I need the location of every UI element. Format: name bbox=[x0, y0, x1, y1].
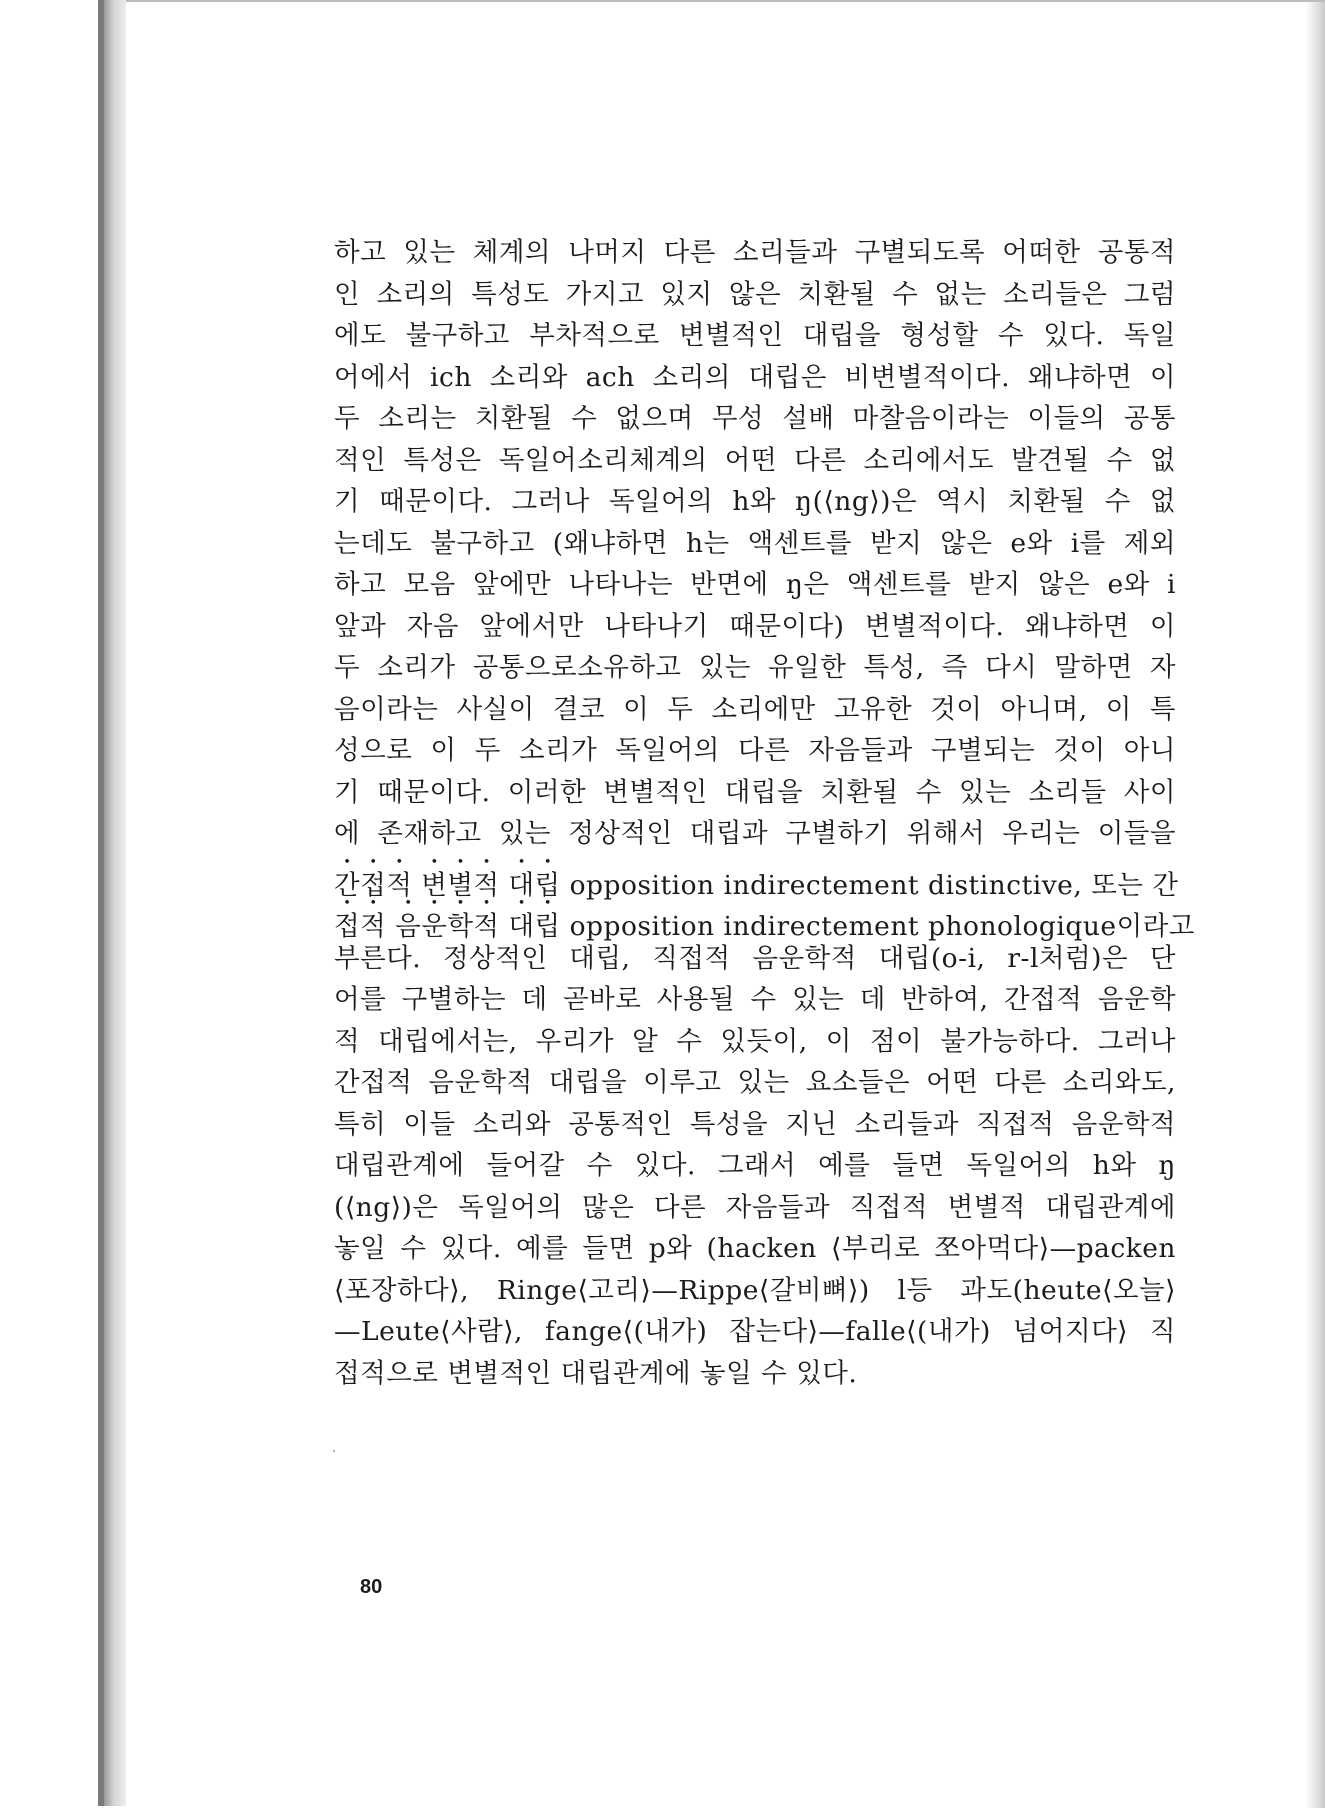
text-line-4: 어에서 ich 소리와 ach 소리의 대립은 비변별적이다. 왜냐하면 이 bbox=[334, 361, 1176, 393]
text-line-8: 는데도 불구하고 (왜냐하면 h는 액센트를 받지 않은 e와 i를 제외 bbox=[334, 527, 1176, 559]
text-line-21: 간접적 음운학적 대립을 이루고 있는 요소들은 어떤 다른 소리와도, bbox=[334, 1067, 1176, 1098]
text-line-10: 앞과 자음 앞에서만 나타나기 때문이다) 변별적이다. 왜냐하면 이 bbox=[334, 610, 1176, 642]
text-line-17 bbox=[334, 896, 1195, 942]
text-line-3: 에도 불구하고 부차적으로 변별적인 대립을 형성할 수 있다. 독일 bbox=[334, 320, 1176, 351]
book-spine bbox=[104, 0, 126, 1806]
text-line-27: —Leute⟨사람⟩, fange⟨(내가) 잡는다⟩—falle⟨(내가) 넘어지다⟩ 직 bbox=[334, 1316, 1176, 1347]
text-line-22: 특히 이들 소리와 공통적인 특성을 지닌 소리들과 직접적 음운학적 bbox=[334, 1108, 1176, 1140]
text-line-28: 접적으로 변별적인 대립관계에 놓일 수 있다. bbox=[334, 1357, 858, 1389]
text-line-7: 기 때문이다. 그러나 독일어의 h와 ŋ(⟨ng⟩)은 역시 치환될 수 없 bbox=[334, 486, 1176, 517]
print-speck bbox=[333, 1450, 335, 1452]
text-line-6: 적인 특성은 독일어소리체계의 어떤 다른 소리에서도 발견될 수 없 bbox=[334, 444, 1176, 476]
page-number: 80 bbox=[360, 1576, 383, 1598]
body-text bbox=[334, 232, 1195, 1394]
text-line-5: 두 소리는 치환될 수 없으며 무성 설배 마찰음이라는 이들의 공통 bbox=[334, 403, 1176, 434]
text-line-2: 인 소리의 특성도 가지고 있지 않은 치환될 수 없는 소리들은 그럼 bbox=[334, 278, 1176, 310]
text-line-13: 성으로 이 두 소리가 독일어의 다른 자음들과 구별되는 것이 아니 bbox=[334, 735, 1176, 766]
text-line-18: 부른다. 정상적인 대립, 직접적 음운학적 대립(o-i, r-l처럼)은 단 bbox=[334, 942, 1176, 974]
text-line-25: 놓일 수 있다. 예를 들면 p와 (hacken ⟨부리로 쪼아먹다⟩—packen bbox=[334, 1233, 1176, 1264]
emphasized-term-indirect-distinctive: 간접적 변별적 대립 bbox=[334, 869, 561, 901]
text-line-15: 에 존재하고 있는 정상적인 대립과 구별하기 위해서 우리는 이들을 bbox=[334, 818, 1176, 849]
text-line-16 bbox=[334, 855, 1179, 901]
page-edge-shadow bbox=[1305, 2, 1325, 1808]
emphasized-term-indirect-phonological: 접적 음운학적 대립 bbox=[334, 911, 561, 942]
text-line-12: 음이라는 사실이 결코 이 두 소리에만 고유한 것이 아니며, 이 특 bbox=[334, 693, 1176, 725]
text-line-23: 대립관계에 들어갈 수 있다. 그래서 예를 들면 독일어의 h와 ŋ bbox=[334, 1150, 1176, 1181]
text-line-11: 두 소리가 공통으로소유하고 있는 유일한 특성, 즉 다시 말하면 자 bbox=[334, 652, 1176, 683]
text-line-14: 기 때문이다. 이러한 변별적인 대립을 치환될 수 있는 소리들 사이 bbox=[334, 776, 1176, 808]
text-line-24: (⟨ng⟩)은 독일어의 많은 다른 자음들과 직접적 변별적 대립관계에 bbox=[334, 1191, 1176, 1223]
term-translation: opposition indirectement phonologique이라고 bbox=[560, 911, 1195, 942]
text-line-20: 적 대립에서는, 우리가 알 수 있듯이, 이 점이 불가능하다. 그러나 bbox=[334, 1025, 1176, 1057]
text-line-26: ⟨포장하다⟩, Ringe⟨고리⟩—Rippe⟨갈비뼈⟩) l등 과도(heute⟨오늘⟩ bbox=[334, 1274, 1176, 1306]
text-line-9: 하고 모음 앞에만 나타나는 반면에 ŋ은 액센트를 받지 않은 e와 i bbox=[334, 569, 1176, 600]
term-translation: opposition indirectement distinctive, 또는 간 bbox=[560, 869, 1179, 901]
text-line-19: 어를 구별하는 데 곧바로 사용될 수 있는 데 반하여, 간접적 음운학 bbox=[334, 984, 1176, 1015]
text-line-1: 하고 있는 체계의 나머지 다른 소리들과 구별되도록 어떠한 공통적 bbox=[334, 237, 1176, 268]
